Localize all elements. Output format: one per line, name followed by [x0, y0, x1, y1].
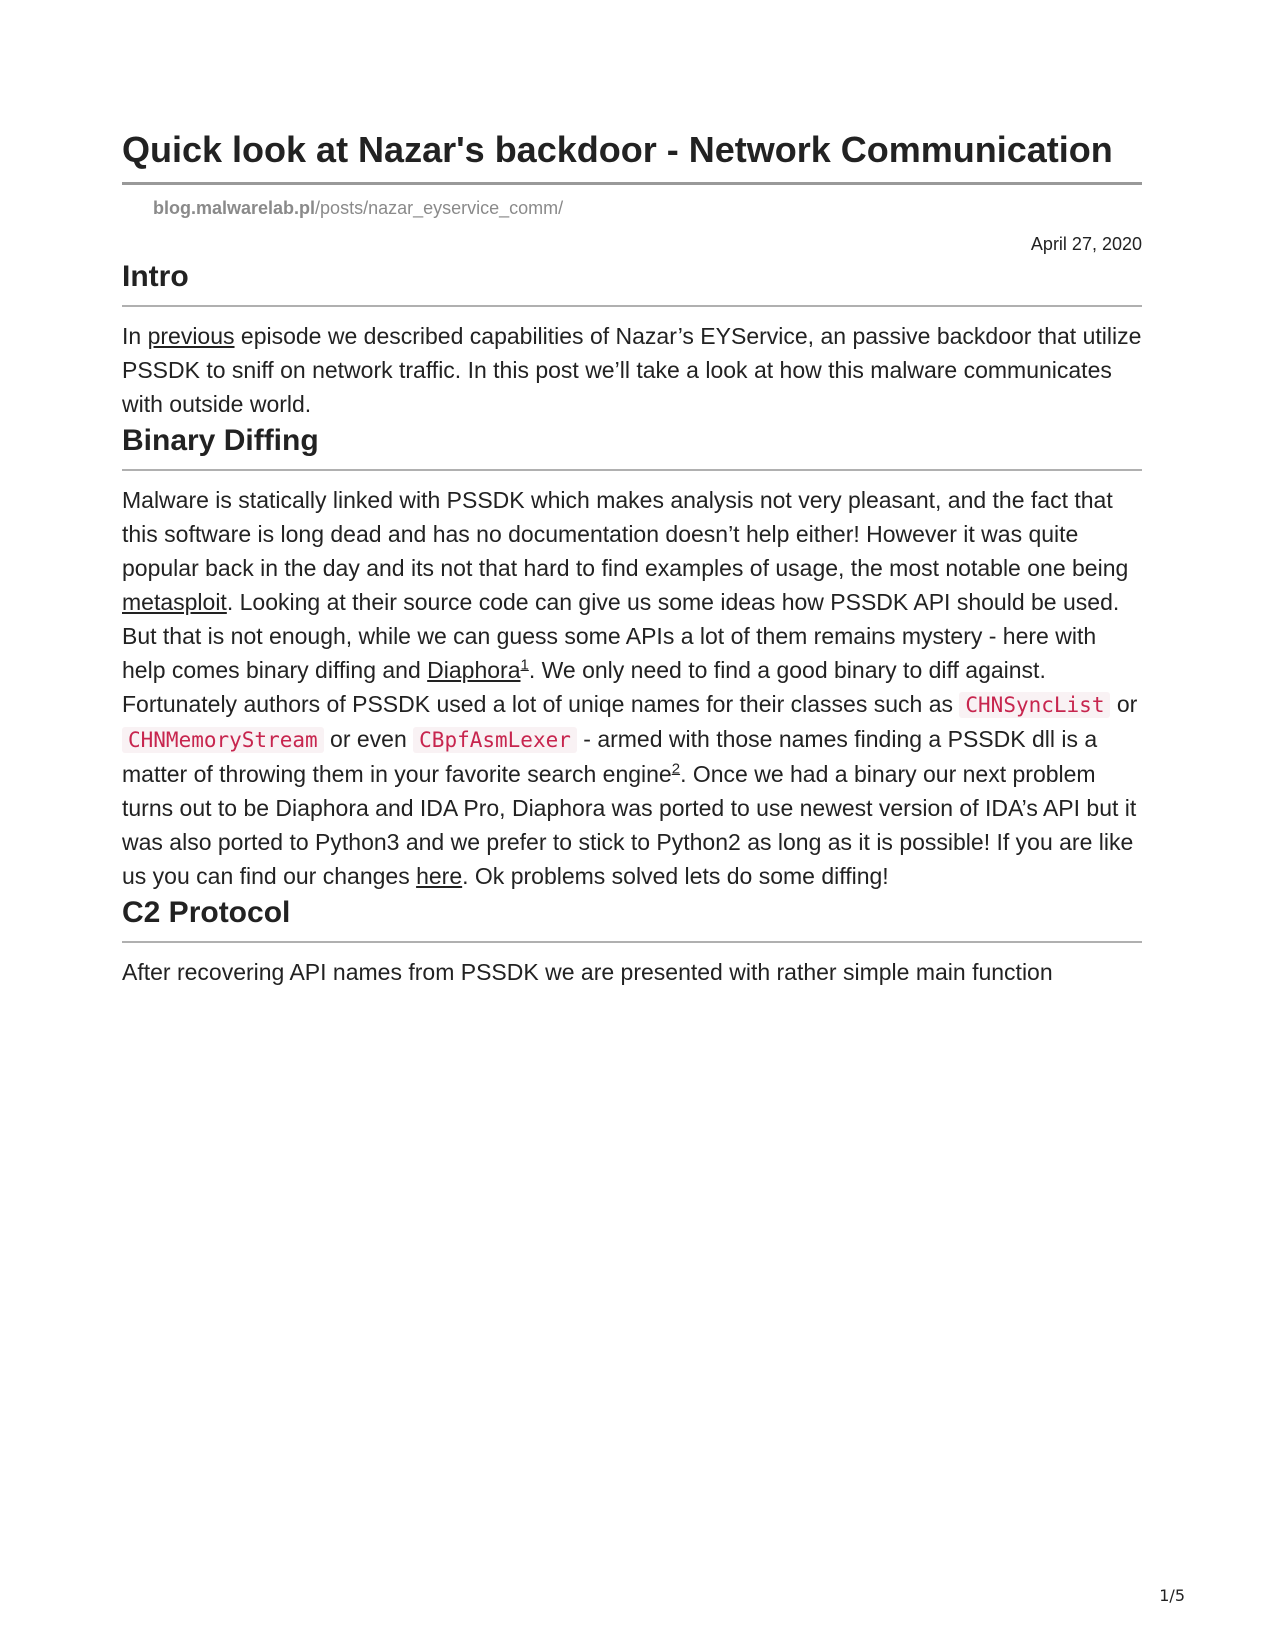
source-path[interactable]: /posts/nazar_eyservice_comm/ — [315, 198, 564, 218]
section-heading-intro: Intro — [122, 257, 1142, 307]
intro-paragraph — [122, 319, 1142, 421]
binary-diffing-paragraph-1 — [122, 483, 1142, 619]
diff-p3-text-end: . Ok problems solved lets do some diffing! — [462, 863, 889, 889]
code-chnmemorystream: CHNMemoryStream — [122, 727, 324, 753]
article — [122, 128, 1142, 989]
c2-protocol-paragraph: After recovering API names from PSSDK we are presented with rather simple main function — [122, 959, 1053, 985]
section-heading-c2-protocol: C2 Protocol — [122, 893, 1142, 943]
binary-diffing-paragraph-2 — [122, 619, 1142, 687]
footnote-1-link[interactable]: 1 — [520, 656, 529, 674]
diff-p3-text-after: . Once we had a binary our next problem turns out to be Diaphora and IDA Pro, Diaphora was ported to use newest version of IDA’s API but it was also ported to Python3 and we prefer to stick to Python2 as long as it is possible! If you are like us you can find our changes — [122, 761, 1137, 889]
binary-diffing-paragraph-3 — [122, 687, 1142, 893]
code-cbpfasmlexer: CBpfAsmLexer — [413, 727, 577, 753]
page-number: 1/5 — [1159, 1586, 1185, 1605]
section-heading-binary-diffing: Binary Diffing — [122, 421, 1142, 471]
intro-text-end: episode we described capabilities of Nazar’s EYService, an passive backdoor that utilize PSSDK to sniff on network traffic. In this post we’ll take a look at how this malware communicates with outside world. — [122, 323, 1142, 417]
diff-p1-text-end: . Looking at their source code can give us some ideas how PSSDK API should be used. — [226, 589, 1120, 615]
publish-date: April 27, 2020 — [1030, 234, 1142, 254]
source-host[interactable]: blog.malwarelab.pl — [153, 198, 316, 218]
intro-text-start: In — [122, 323, 148, 349]
diff-p1-text-start: Malware is statically linked with PSSDK which makes analysis not very pleasant, and the fact that this software is long dead and has no documentation doesn’t help either! However it was quite popular back in the day and its not that hard to find examples of usage, the most notable one being — [122, 487, 1129, 581]
diff-p2-text-start: But that is not enough, while we can guess some APIs a lot of them remains mystery - here with help comes binary diffing and — [122, 623, 1097, 683]
diff-p3-text-mid: - armed with those names finding a PSSDK dll is a matter of throwing them in your favorite search engine — [122, 726, 1098, 787]
diff-p3-or-even: or even — [323, 726, 414, 752]
diff-p2-text-end: . We only need to find a good binary to diff against. — [528, 657, 1046, 683]
diaphora-link[interactable]: Diaphora — [427, 657, 521, 683]
page-title: Quick look at Nazar's backdoor - Network Communication — [122, 128, 1142, 185]
here-link[interactable]: here — [416, 863, 463, 889]
metasploit-link[interactable]: metasploit — [122, 589, 227, 615]
diff-p3-text-start: Fortunately authors of PSSDK used a lot of uniqe names for their classes such as — [122, 691, 960, 717]
footnote-2-link[interactable]: 2 — [671, 760, 681, 778]
source-url[interactable] — [153, 195, 1142, 221]
diff-p3-or: or — [1110, 691, 1138, 717]
code-chnsynclist: CHNSyncList — [959, 692, 1110, 718]
previous-link[interactable]: previous — [147, 323, 235, 349]
